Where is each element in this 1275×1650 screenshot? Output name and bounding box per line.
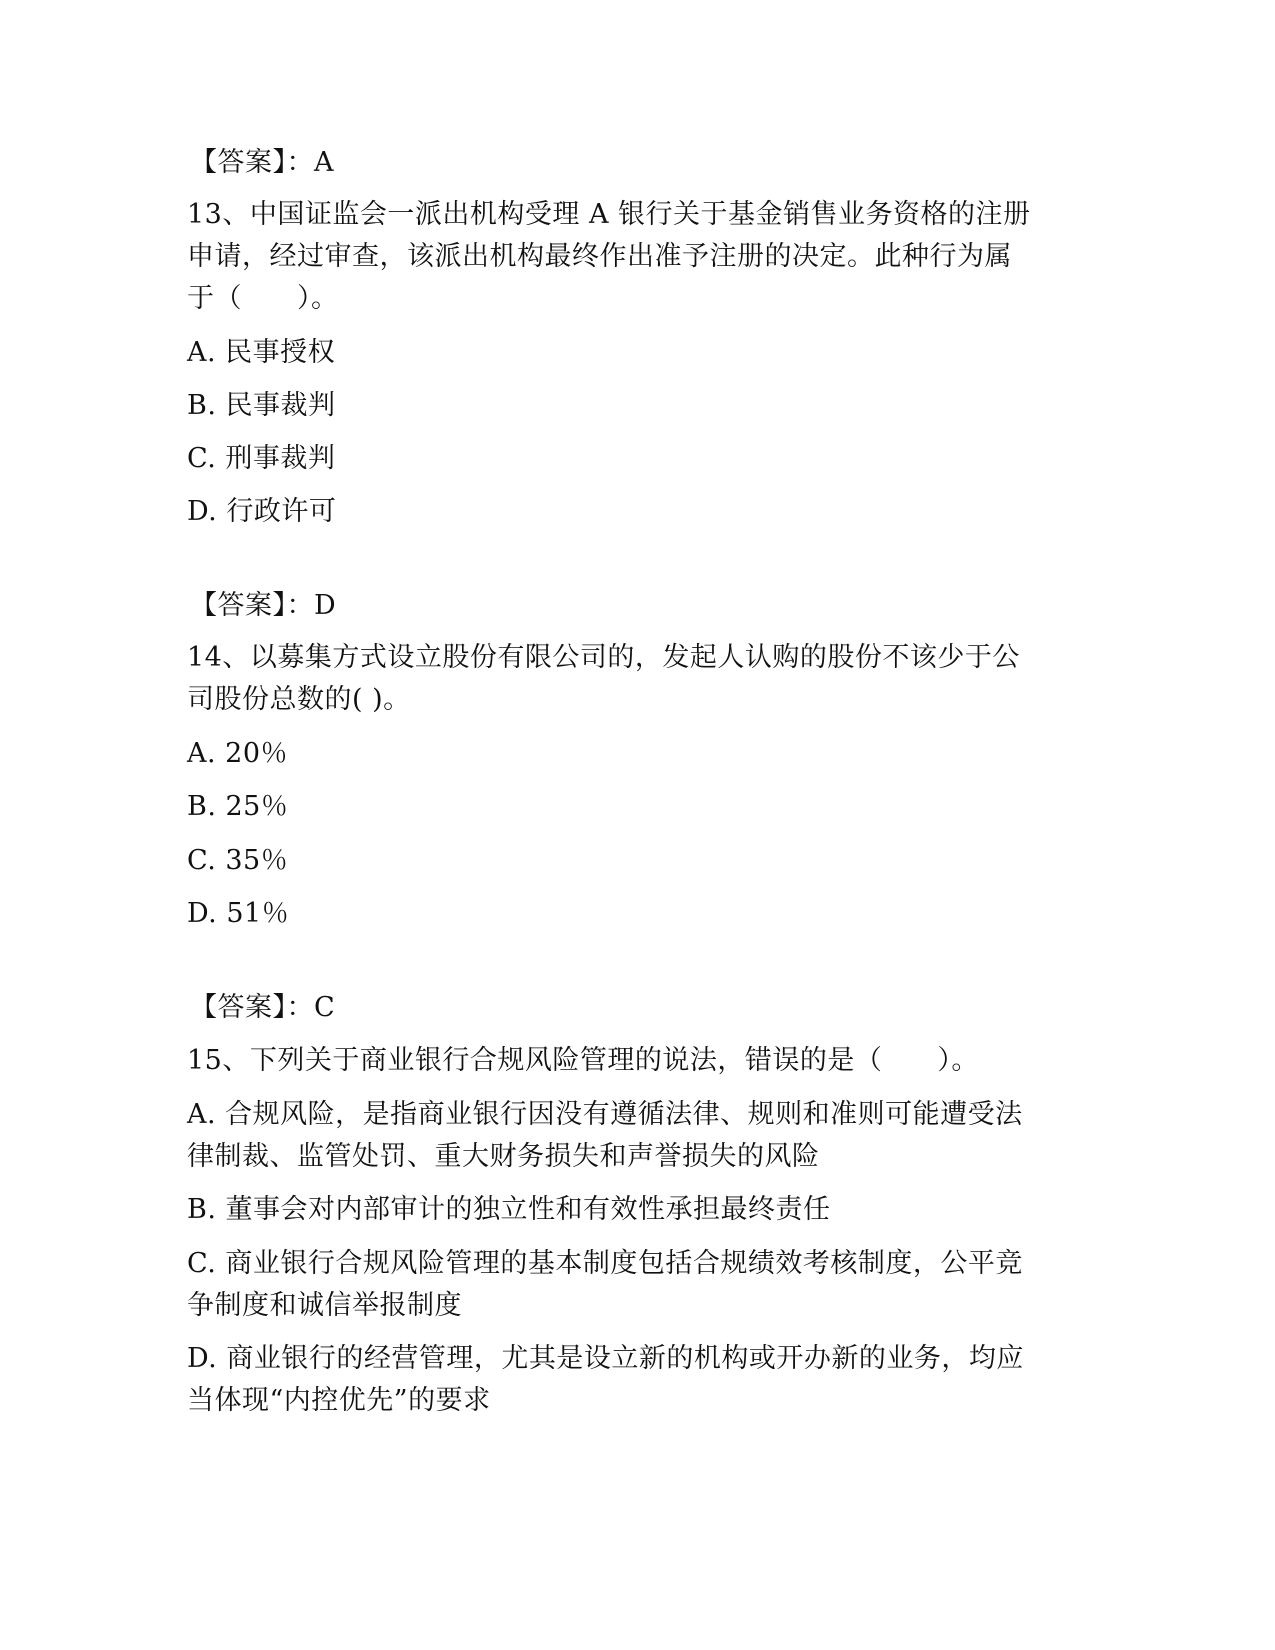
question-15-option-c-line-2: 争制度和诚信举报制度 (187, 1290, 462, 1321)
question-14-option-c: C. 35％ (187, 845, 289, 876)
question-13-stem-line-3: 于（ ）。 (187, 283, 339, 314)
answer-13: 【答案】：D (190, 590, 337, 621)
question-15-option-d-line-2: 当体现“内控优先”的要求 (187, 1385, 491, 1416)
question-15-stem-line-1: 15、下列关于商业银行合规风险管理的说法，错误的是（ ）。 (187, 1045, 979, 1076)
question-13-stem-line-1: 13、中国证监会一派出机构受理 A 银行关于基金销售业务资格的注册 (187, 199, 1031, 230)
question-13-option-c: C. 刑事裁判 (187, 443, 336, 474)
question-14-stem-line-2: 司股份总数的( )。 (187, 684, 411, 715)
question-13-option-b: B. 民事裁判 (187, 390, 336, 421)
question-13-option-d: D. 行政许可 (187, 496, 337, 527)
answer-14: 【答案】：C (190, 992, 336, 1023)
question-14-option-a: A. 20％ (187, 738, 289, 769)
question-15-option-a-line-1: A. 合规风险，是指商业银行因没有遵循法律、规则和准则可能遭受法 (187, 1099, 1023, 1130)
answer-12: 【答案】：A (190, 147, 334, 178)
question-15-option-d-line-1: D. 商业银行的经营管理，尤其是设立新的机构或开办新的业务，均应 (187, 1343, 1024, 1374)
question-14-option-b: B. 25％ (187, 791, 289, 822)
question-15-option-a-line-2: 律制裁、监管处罚、重大财务损失和声誉损失的风险 (187, 1141, 820, 1172)
question-14-option-d: D. 51％ (187, 898, 290, 929)
question-13-option-a: A. 民事授权 (187, 337, 336, 368)
question-15-option-b: B. 董事会对内部审计的独立性和有效性承担最终责任 (187, 1194, 831, 1225)
question-13-stem-line-2: 申请，经过审查，该派出机构最终作出准予注册的决定。此种行为属 (187, 241, 1012, 272)
question-15-option-c-line-1: C. 商业银行合规风险管理的基本制度包括合规绩效考核制度，公平竞 (187, 1248, 1023, 1279)
question-14-stem-line-1: 14、以募集方式设立股份有限公司的，发起人认购的股份不该少于公 (187, 642, 1020, 673)
